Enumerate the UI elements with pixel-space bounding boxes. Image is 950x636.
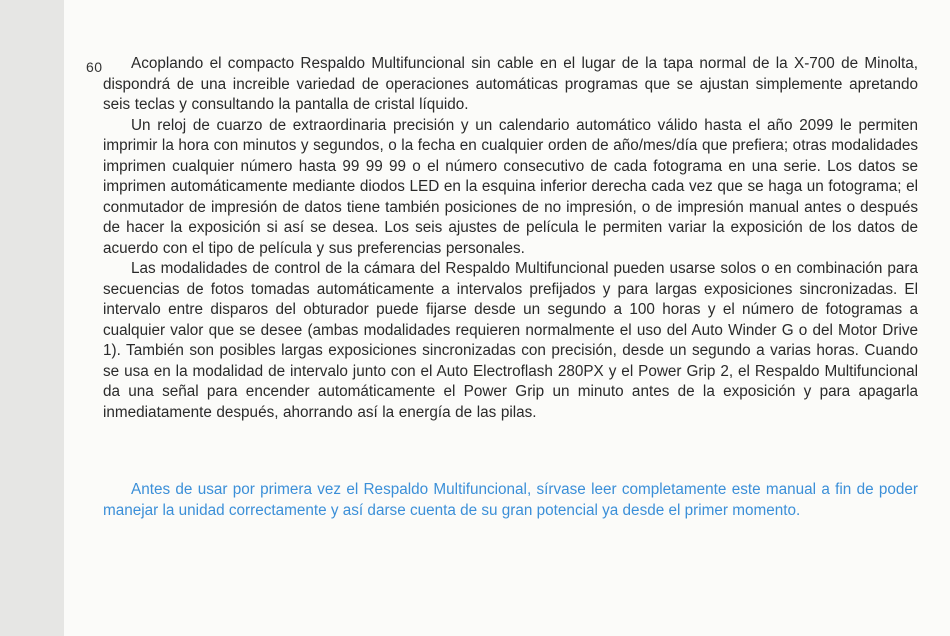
body-text [103, 54, 918, 423]
page-number: 60 [86, 59, 103, 75]
paragraph-intro: Acoplando el compacto Respaldo Multifuncional sin cable en el lugar de la tapa normal de la X-700 de Minolta, dispondrá de una increible variedad de operaciones automáticas programas que se ajustan simplemente apretando seis teclas y consultando la pantalla de cristal líquido. [103, 55, 918, 113]
paragraph-control-modes: Las modalidades de control de la cámara del Respaldo Multifuncional pueden usarse solos o en combinación para secuencias de fotos tomadas automáticamente a intervalos prefijados y para largas exposiciones sincronizadas. El intervalo entre disparos del obturador puede fijarse desde un segundo a 100 horas y el número de fotogramas a cualquier valor que se desee (ambas modalidades requieren normalmente el uso del Auto Winder G o del Motor Drive 1). También son posibles largas exposiciones sincronizadas con precisión, desde un segundo a varias horas. Cuando se usa en la modalidad de intervalo junto con el Auto Electroflash 280PX y el Power Grip 2, el Respaldo Multifuncional da una señal para encender automáticamente el Power Grip un minuto antes de la exposición y para apagarla inmediatamente después, ahorrando así la energía de las pilas. [103, 260, 918, 421]
notice-paragraph: Antes de usar por primera vez el Respaldo Multifuncional, sírvase leer completamente este manual a fin de poder manejar la unidad correctamente y así darse cuenta de su gran potencial ya desde el primer momento. [103, 481, 918, 519]
page-left-margin [0, 0, 64, 636]
paragraph-clock-calendar: Un reloj de cuarzo de extraordinaria precisión y un calendario automático válido hasta el año 2099 le permiten imprimir la hora con minutos y segundos, o la fecha en cualquier orden de año/mes/día que prefiera; otras modalidades imprimen cualquier número hasta 99 99 99 o el número consecutivo de cada fotograma en una serie. Los datos se imprimen automáticamente mediante diodos LED en la esquina inferior derecha cada vez que se haga un fotograma; el conmutador de impresión de datos tiene también posiciones de no impresión, o de impresión manual antes o después de hacer la exposición si así se desea. Los seis ajustes de película le permiten variar la exposición de los datos de acuerdo con el tipo de película y sus preferencias personales. [103, 116, 918, 257]
